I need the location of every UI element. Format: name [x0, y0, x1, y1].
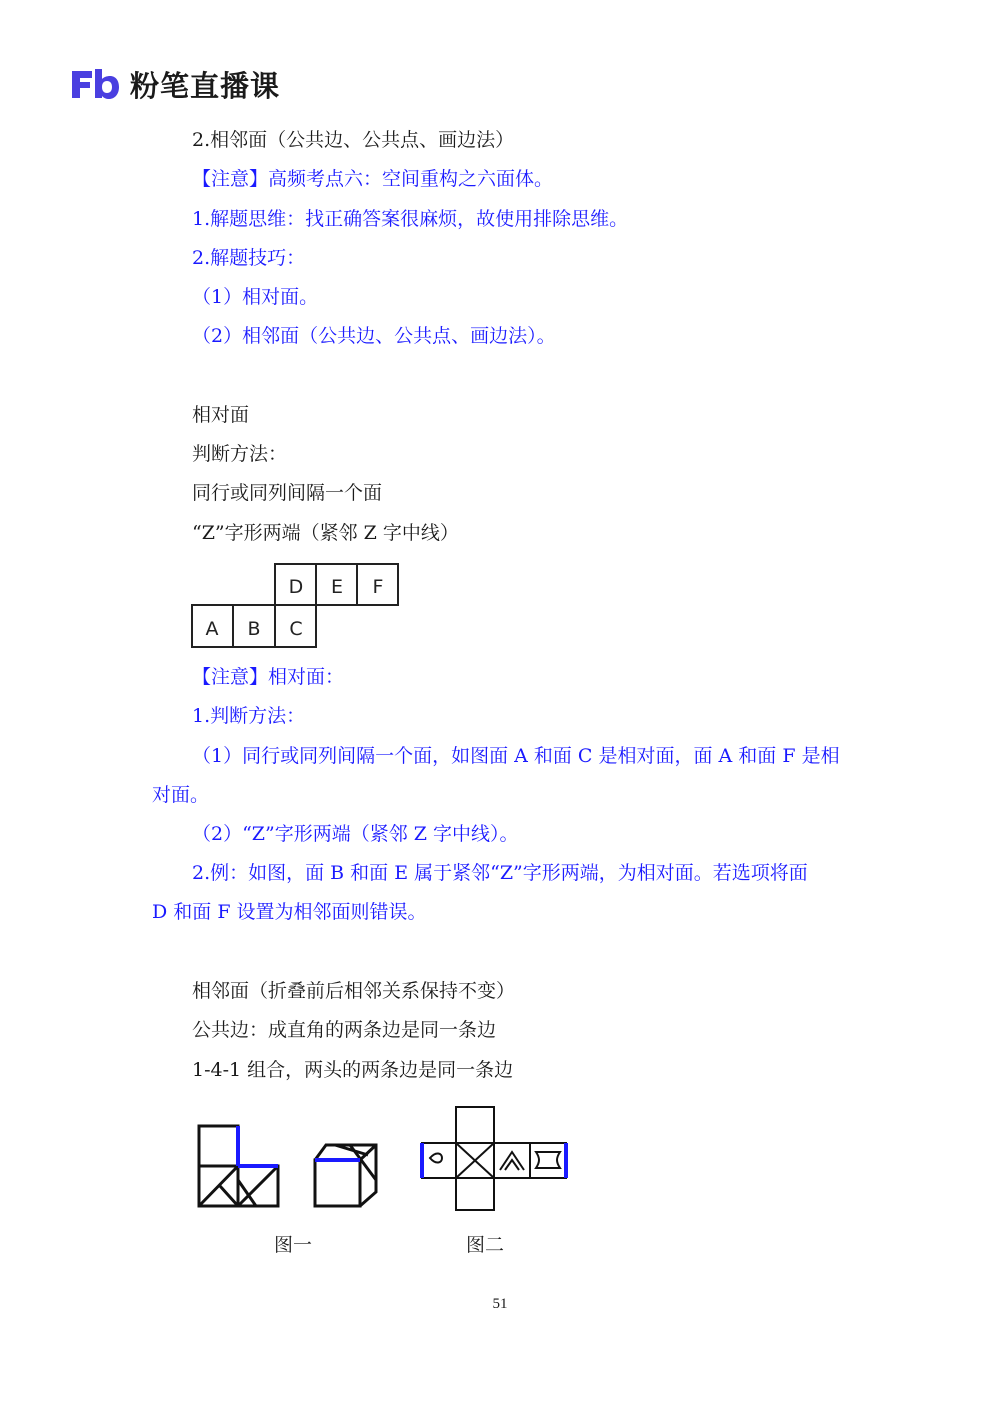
caption-figure-two: 图二 — [466, 1234, 505, 1256]
method-label: 判断方法： — [192, 443, 288, 465]
method-rule-1: 同行或同列间隔一个面 — [192, 482, 383, 504]
brand-logo — [70, 64, 280, 104]
heading-adjacent-face: 2.相邻面（公共边、公共点、画边法） — [192, 129, 515, 151]
cube-diagrams — [190, 1100, 580, 1215]
note-technique-2: （2）相邻面（公共边、公共点、画边法）。 — [192, 325, 556, 347]
fb-logo-icon — [70, 67, 120, 101]
figure-two-net — [422, 1107, 566, 1210]
caption-figure-one: 图一 — [274, 1234, 313, 1256]
heading-opposite-face: 相对面 — [192, 404, 250, 426]
page-number: 51 — [492, 1296, 508, 1312]
face-label-b: B — [247, 618, 261, 640]
note-opposite-face: 【注意】相对面： — [192, 666, 345, 688]
note-technique: 2.解题技巧： — [192, 247, 306, 269]
note-example-cont: D 和面 F 设置为相邻面则错误。 — [152, 901, 427, 923]
figure-one-cube — [315, 1145, 376, 1206]
cube-net-figure — [190, 563, 402, 651]
logo-text: 粉笔直播课 — [130, 68, 281, 103]
note-technique-1: （1）相对面。 — [192, 286, 319, 308]
face-label-f: F — [372, 576, 384, 598]
note-method: 1.判断方法： — [192, 705, 306, 727]
note-method-2: （2）“Z”字形两端（紧邻 Z 字中线）。 — [192, 823, 519, 845]
face-label-d: D — [288, 576, 304, 598]
combo-141-rule: 1-4-1 组合，两头的两条边是同一条边 — [192, 1059, 514, 1081]
note-method-1-cont: 对面。 — [152, 784, 210, 806]
face-label-a: A — [205, 618, 219, 640]
face-label-e: E — [330, 576, 344, 598]
heading-adjacent-rule: 相邻面（折叠前后相邻关系保持不变） — [192, 980, 516, 1002]
common-edge-rule: 公共边：成直角的两条边是同一条边 — [192, 1019, 497, 1041]
note-method-1: （1）同行或同列间隔一个面，如图面 A 和面 C 是相对面，面 A 和面 F 是相 — [192, 745, 840, 767]
note-thinking: 1.解题思维：找正确答案很麻烦，故使用排除思维。 — [192, 208, 629, 230]
note-example: 2.例：如图，面 B 和面 E 属于紧邻“Z”字形两端，为相对面。若选项将面 — [192, 862, 808, 884]
note-high-frequency: 【注意】高频考点六：空间重构之六面体。 — [192, 168, 554, 190]
method-rule-2: “Z”字形两端（紧邻 Z 字中线） — [192, 522, 459, 544]
face-label-c: C — [289, 618, 303, 640]
